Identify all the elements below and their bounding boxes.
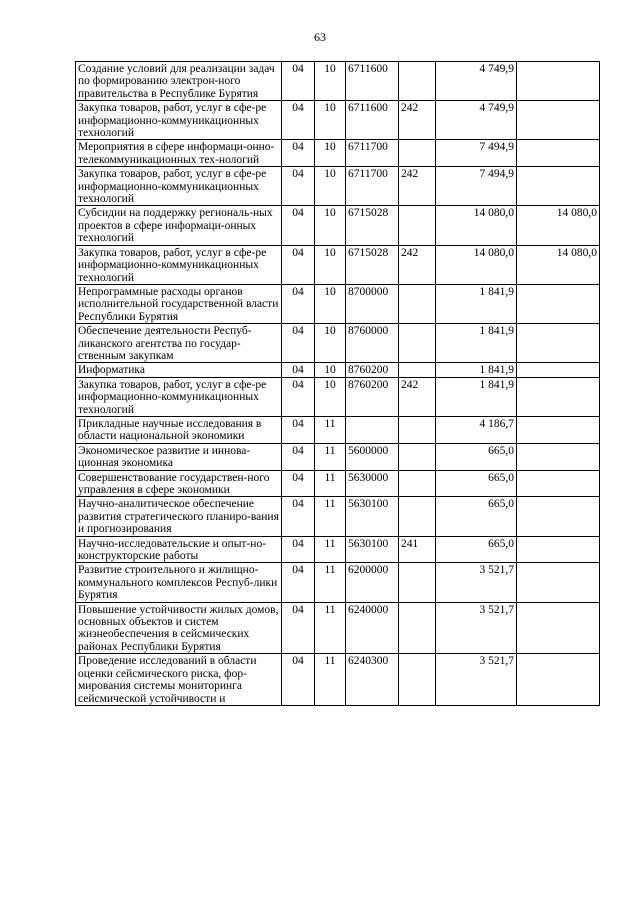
row-subvention-cell (517, 470, 600, 497)
row-sum-cell: 3 521,7 (436, 654, 517, 706)
row-subvention-cell (517, 62, 600, 101)
row-subvention-cell (517, 324, 600, 363)
row-subsection-cell: 11 (315, 416, 346, 443)
table-row (76, 416, 600, 443)
row-expense-type-cell: 242 (399, 167, 436, 206)
row-subsection-cell: 10 (315, 284, 346, 323)
row-expense-type-cell (399, 416, 436, 443)
row-section-cell: 04 (282, 563, 315, 602)
row-sum-cell: 665,0 (436, 470, 517, 497)
table-row (76, 101, 600, 140)
row-subsection-cell: 11 (315, 536, 346, 563)
row-section-cell: 04 (282, 470, 315, 497)
row-subvention-cell (517, 602, 600, 654)
row-sum-cell: 7 494,9 (436, 167, 517, 206)
row-sum-cell: 665,0 (436, 497, 517, 536)
row-target-code-cell: 5600000 (346, 443, 399, 470)
row-name-cell: Мероприятия в сфере информаци-онно-телекоммуникационных тех-нологий (76, 140, 282, 167)
row-section-cell: 04 (282, 443, 315, 470)
row-subvention-cell (517, 497, 600, 536)
row-name-cell: Проведение исследований в области оценки сейсмического риска, фор-мирования системы мониторинга сейсмической устойчивости и (76, 654, 282, 706)
row-subvention-cell (517, 363, 600, 377)
table-row (76, 284, 600, 323)
row-name-cell: Развитие строительного и жилищно-коммунального комплексов Респуб-лики Бурятия (76, 563, 282, 602)
row-sum-cell: 4 186,7 (436, 416, 517, 443)
row-sum-cell: 3 521,7 (436, 602, 517, 654)
row-target-code-cell: 6200000 (346, 563, 399, 602)
table-row (76, 363, 600, 377)
row-subsection-cell: 11 (315, 602, 346, 654)
row-subsection-cell: 10 (315, 245, 346, 284)
row-subvention-cell (517, 140, 600, 167)
row-name-cell: Совершенствование государствен-ного управления в сфере экономики (76, 470, 282, 497)
table-row (76, 245, 600, 284)
row-expense-type-cell (399, 443, 436, 470)
row-name-cell: Закупка товаров, работ, услуг в сфе-ре информационно-коммуникационных технологий (76, 101, 282, 140)
table-row (76, 654, 600, 706)
row-expense-type-cell (399, 602, 436, 654)
row-section-cell: 04 (282, 536, 315, 563)
row-target-code-cell: 6715028 (346, 245, 399, 284)
row-section-cell: 04 (282, 602, 315, 654)
page-number: 63 (314, 30, 326, 44)
row-section-cell: 04 (282, 206, 315, 245)
row-expense-type-cell (399, 497, 436, 536)
row-subvention-cell (517, 377, 600, 416)
row-sum-cell: 1 841,9 (436, 377, 517, 416)
row-subvention-cell: 14 080,0 (517, 206, 600, 245)
row-section-cell: 04 (282, 245, 315, 284)
row-section-cell: 04 (282, 167, 315, 206)
row-expense-type-cell (399, 563, 436, 602)
row-expense-type-cell (399, 324, 436, 363)
row-subsection-cell: 10 (315, 62, 346, 101)
table-row (76, 167, 600, 206)
row-expense-type-cell: 242 (399, 245, 436, 284)
row-section-cell: 04 (282, 140, 315, 167)
table-row (76, 602, 600, 654)
row-name-cell: Закупка товаров, работ, услуг в сфе-ре информационно-коммуникационных технологий (76, 245, 282, 284)
table-row (76, 563, 600, 602)
row-subvention-cell (517, 416, 600, 443)
row-sum-cell: 1 841,9 (436, 324, 517, 363)
row-sum-cell: 1 841,9 (436, 363, 517, 377)
row-subvention-cell (517, 284, 600, 323)
row-subvention-cell (517, 101, 600, 140)
row-target-code-cell: 8760200 (346, 377, 399, 416)
row-section-cell: 04 (282, 377, 315, 416)
row-name-cell: Прикладные научные исследования в области национальной экономики (76, 416, 282, 443)
row-subsection-cell: 11 (315, 470, 346, 497)
row-subsection-cell: 10 (315, 167, 346, 206)
row-subsection-cell: 10 (315, 324, 346, 363)
row-name-cell: Информатика (76, 363, 282, 377)
row-target-code-cell: 8700000 (346, 284, 399, 323)
row-sum-cell: 3 521,7 (436, 563, 517, 602)
row-name-cell: Закупка товаров, работ, услуг в сфе-ре информационно-коммуникационных технологий (76, 377, 282, 416)
row-target-code-cell (346, 416, 399, 443)
row-name-cell: Научно-исследовательские и опыт-но-конструкторские работы (76, 536, 282, 563)
row-subsection-cell: 10 (315, 140, 346, 167)
row-subsection-cell: 10 (315, 363, 346, 377)
row-sum-cell: 4 749,9 (436, 62, 517, 101)
table-row (76, 470, 600, 497)
row-sum-cell: 665,0 (436, 443, 517, 470)
table-row (76, 536, 600, 563)
row-expense-type-cell (399, 363, 436, 377)
row-target-code-cell: 6240300 (346, 654, 399, 706)
row-target-code-cell: 6711700 (346, 140, 399, 167)
row-expense-type-cell: 242 (399, 377, 436, 416)
row-subsection-cell: 11 (315, 563, 346, 602)
row-name-cell: Обеспечение деятельности Респуб-ликанского агентства по государ-ственным закупкам (76, 324, 282, 363)
row-section-cell: 04 (282, 101, 315, 140)
row-expense-type-cell (399, 654, 436, 706)
table-row (76, 324, 600, 363)
row-expense-type-cell (399, 206, 436, 245)
row-target-code-cell: 6240000 (346, 602, 399, 654)
row-sum-cell: 1 841,9 (436, 284, 517, 323)
row-subsection-cell: 10 (315, 377, 346, 416)
row-name-cell: Повышение устойчивости жилых домов, основных объектов и систем жизнеобеспечения в сейсмических районах Республики Бурятия (76, 602, 282, 654)
row-subvention-cell (517, 167, 600, 206)
row-expense-type-cell (399, 470, 436, 497)
row-name-cell: Субсидии на поддержку региональ-ных проектов в сфере информаци-онных технологий (76, 206, 282, 245)
row-expense-type-cell (399, 140, 436, 167)
row-name-cell: Закупка товаров, работ, услуг в сфе-ре информационно-коммуникационных технологий (76, 167, 282, 206)
row-expense-type-cell: 242 (399, 101, 436, 140)
row-section-cell: 04 (282, 497, 315, 536)
row-expense-type-cell (399, 62, 436, 101)
row-name-cell: Непрограммные расходы органов исполнительной государственной власти Республики Бурятия (76, 284, 282, 323)
row-target-code-cell: 6711600 (346, 62, 399, 101)
row-section-cell: 04 (282, 62, 315, 101)
budget-table (75, 61, 600, 706)
table-row (76, 443, 600, 470)
row-subvention-cell (517, 654, 600, 706)
row-name-cell: Научно-аналитическое обеспечение развития стратегического планиро-вания и прогнозирования (76, 497, 282, 536)
row-section-cell: 04 (282, 363, 315, 377)
row-target-code-cell: 6715028 (346, 206, 399, 245)
row-sum-cell: 14 080,0 (436, 206, 517, 245)
row-subsection-cell: 10 (315, 206, 346, 245)
row-sum-cell: 4 749,9 (436, 101, 517, 140)
row-target-code-cell: 8760200 (346, 363, 399, 377)
row-section-cell: 04 (282, 324, 315, 363)
row-subsection-cell: 11 (315, 654, 346, 706)
row-name-cell: Экономическое развитие и иннова-ционная экономика (76, 443, 282, 470)
row-subvention-cell (517, 443, 600, 470)
row-subvention-cell (517, 536, 600, 563)
table-row (76, 497, 600, 536)
row-subvention-cell (517, 563, 600, 602)
table-row (76, 62, 600, 101)
row-target-code-cell: 5630100 (346, 536, 399, 563)
row-name-cell: Создание условий для реализации задач по формированию электрон-ного правительства в Республике Бурятия (76, 62, 282, 101)
row-target-code-cell: 6711600 (346, 101, 399, 140)
row-section-cell: 04 (282, 654, 315, 706)
row-sum-cell: 14 080,0 (436, 245, 517, 284)
row-target-code-cell: 8760000 (346, 324, 399, 363)
row-subsection-cell: 11 (315, 497, 346, 536)
row-subsection-cell: 10 (315, 101, 346, 140)
table-row (76, 377, 600, 416)
row-subsection-cell: 11 (315, 443, 346, 470)
row-target-code-cell: 6711700 (346, 167, 399, 206)
table-row (76, 140, 600, 167)
row-expense-type-cell: 241 (399, 536, 436, 563)
row-section-cell: 04 (282, 284, 315, 323)
row-section-cell: 04 (282, 416, 315, 443)
row-expense-type-cell (399, 284, 436, 323)
row-target-code-cell: 5630100 (346, 497, 399, 536)
table-body (76, 62, 600, 706)
row-subvention-cell: 14 080,0 (517, 245, 600, 284)
row-target-code-cell: 5630000 (346, 470, 399, 497)
table-row (76, 206, 600, 245)
row-sum-cell: 7 494,9 (436, 140, 517, 167)
row-sum-cell: 665,0 (436, 536, 517, 563)
